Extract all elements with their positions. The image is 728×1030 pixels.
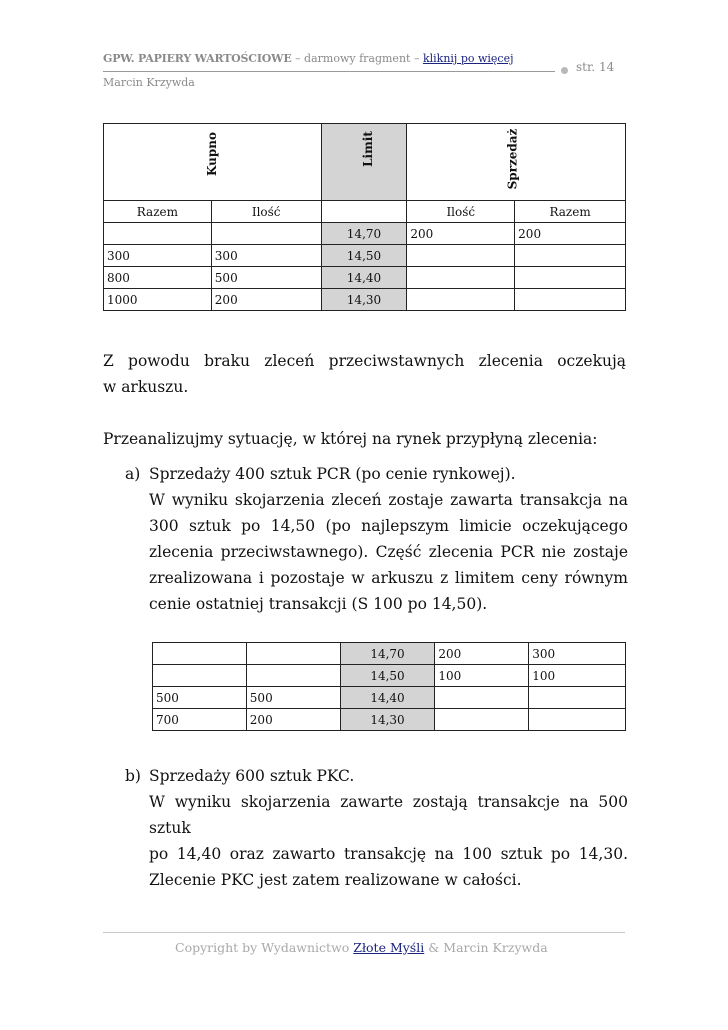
table-cell xyxy=(211,223,321,245)
bullet-icon xyxy=(561,67,568,74)
text-line: Zlecenie PKC jest zatem realizowane w całości. xyxy=(149,871,522,889)
paragraph-analysis xyxy=(103,426,626,452)
header-subtitle: darmowy fragment xyxy=(304,52,411,65)
footer-author: & Marcin Krzywda xyxy=(424,940,548,955)
table-cell: 700 xyxy=(153,709,247,731)
table-cell xyxy=(407,289,515,311)
page-number: str. 14 xyxy=(576,60,615,74)
table-row xyxy=(104,267,626,289)
list-marker: b) xyxy=(125,767,141,785)
table-cell: 100 xyxy=(529,665,626,687)
text-line: po 14,40 oraz zawarto transakcję na 100 sztuk po 14,30. xyxy=(149,845,628,863)
table-row xyxy=(153,665,626,687)
table-row xyxy=(104,289,626,311)
publisher-link[interactable]: Złote Myśli xyxy=(353,940,425,955)
table-cell xyxy=(153,643,247,665)
column-header: Ilość xyxy=(211,201,321,223)
table-cell xyxy=(407,267,515,289)
table-cell: 200 xyxy=(407,223,515,245)
text-line: Przeanalizujmy sytuację, w której na rynek przypłyną zlecenia: xyxy=(103,430,598,448)
more-link[interactable]: kliknij po więcej xyxy=(422,52,514,65)
table-cell xyxy=(246,643,340,665)
table-cell: 1000 xyxy=(104,289,212,311)
table-cell: 300 xyxy=(104,245,212,267)
limit-cell: 14,30 xyxy=(340,709,435,731)
column-header: Ilość xyxy=(407,201,515,223)
table-cell xyxy=(246,665,340,687)
table-cell: 200 xyxy=(435,643,529,665)
book-title: GPW. PAPIERY WARTOŚCIOWE xyxy=(103,52,292,65)
header-title-line xyxy=(103,52,625,65)
sell-header-cell xyxy=(407,124,626,201)
table-cell xyxy=(515,267,626,289)
limit-cell: 14,40 xyxy=(321,267,407,289)
table-header-row xyxy=(104,124,626,201)
table-cell xyxy=(529,709,626,731)
table-cell xyxy=(529,687,626,709)
footer-divider xyxy=(103,932,625,933)
text-line: Sprzedaży 400 sztuk PCR (po cenie rynkowej). xyxy=(149,465,516,483)
limit-cell: 14,50 xyxy=(321,245,407,267)
text-line: Z powodu braku zleceń przeciwstawnych zlecenia oczekują xyxy=(103,352,626,370)
table-cell xyxy=(435,687,529,709)
limit-cell: 14,30 xyxy=(321,289,407,311)
text-line: w arkuszu. xyxy=(103,378,189,396)
table-row xyxy=(153,709,626,731)
header-divider xyxy=(103,71,555,72)
text-line: zlecenia przeciwstawnego). Część zlecenia PCR nie zostaje xyxy=(149,543,628,561)
table-cell: 800 xyxy=(104,267,212,289)
page-header xyxy=(103,52,625,89)
limit-cell: 14,50 xyxy=(340,665,435,687)
table-cell: 500 xyxy=(246,687,340,709)
text-line: W wyniku skojarzenia zleceń zostaje zawarta transakcja na xyxy=(149,491,628,509)
table-cell: 200 xyxy=(515,223,626,245)
paragraph-no-orders xyxy=(103,348,626,400)
table-cell xyxy=(435,709,529,731)
table-cell xyxy=(104,223,212,245)
table-row xyxy=(104,223,626,245)
limit-header-cell xyxy=(321,124,407,201)
column-header: Razem xyxy=(104,201,212,223)
table-cell: 200 xyxy=(246,709,340,731)
table-row xyxy=(104,245,626,267)
text-line: 300 sztuk po 14,50 (po najlepszym limicie oczekującego xyxy=(149,517,628,535)
table-cell xyxy=(515,289,626,311)
table-cell xyxy=(153,665,247,687)
text-line: zrealizowana i pozostaje w arkuszu z limitem ceny równym xyxy=(149,569,628,587)
header-author: Marcin Krzywda xyxy=(103,76,195,89)
column-header xyxy=(321,201,407,223)
table-row xyxy=(153,643,626,665)
buy-header-cell xyxy=(104,124,322,201)
text-line: W wyniku skojarzenia zawarte zostają transakcje na 500 sztuk xyxy=(149,793,628,837)
limit-cell: 14,70 xyxy=(321,223,407,245)
footer-copyright: Copyright by Wydawnictwo xyxy=(175,940,354,955)
buy-label: Kupno xyxy=(205,131,220,177)
limit-label: Limit xyxy=(360,131,375,167)
table-cell: 300 xyxy=(211,245,321,267)
table-cell xyxy=(407,245,515,267)
page-footer xyxy=(175,940,548,955)
list-item-b xyxy=(125,763,628,893)
table-cell: 300 xyxy=(529,643,626,665)
column-header: Razem xyxy=(515,201,626,223)
list-marker: a) xyxy=(125,465,141,483)
table-cell: 500 xyxy=(211,267,321,289)
table-column-row xyxy=(104,201,626,223)
table-cell: 500 xyxy=(153,687,247,709)
table-row xyxy=(153,687,626,709)
list-item-a xyxy=(125,461,628,617)
table-cell xyxy=(515,245,626,267)
header-separator: – xyxy=(410,52,423,65)
table-cell: 200 xyxy=(211,289,321,311)
table-cell: 100 xyxy=(435,665,529,687)
order-book-table-1 xyxy=(103,123,626,311)
text-line: Sprzedaży 600 sztuk PKC. xyxy=(149,767,355,785)
limit-cell: 14,40 xyxy=(340,687,435,709)
header-separator: – xyxy=(291,52,305,65)
order-book-table-2 xyxy=(152,642,626,731)
text-line: cenie ostatniej transakcji (S 100 po 14,50). xyxy=(149,595,488,613)
sell-label: Sprzedaż xyxy=(505,128,520,190)
limit-cell: 14,70 xyxy=(340,643,435,665)
